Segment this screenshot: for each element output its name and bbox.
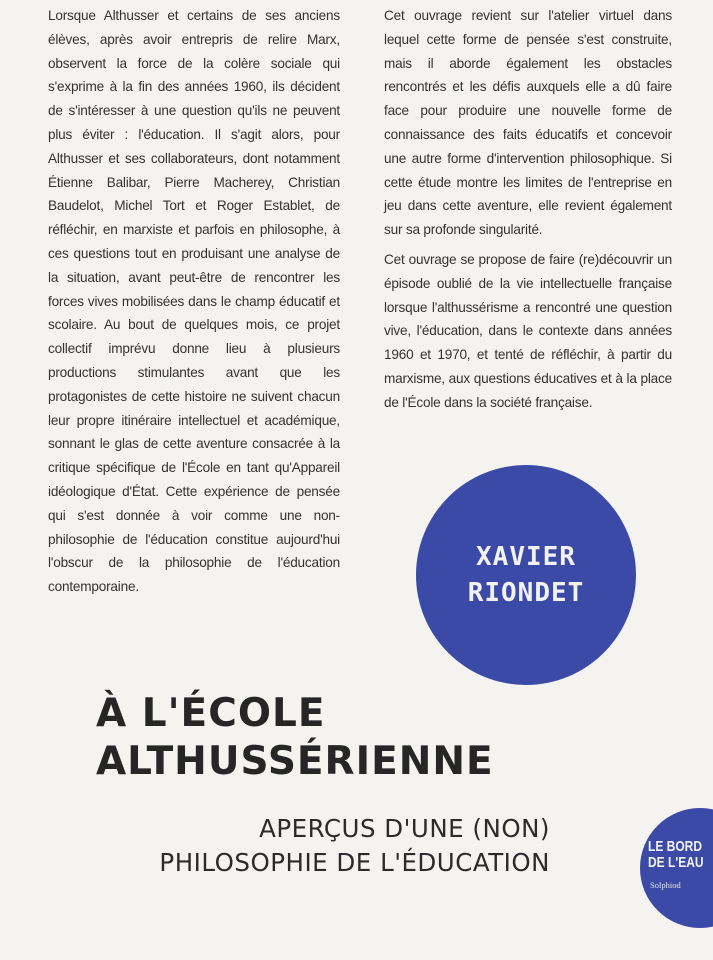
publisher-name-line-1: LE BORD <box>648 838 702 855</box>
book-subtitle-line-2: PHILOSOPHIE DE L'ÉDUCATION <box>159 848 550 877</box>
back-cover-right-column <box>384 4 672 421</box>
blurb-paragraph: Lorsque Althusser et certains de ses anciens élèves, après avoir entrepris de relire Marx, observent la force de la colère sociale qui s'exprime à la fin des années 1960, ils décident de s'intéresser à une question qu'ils ne peuvent plus éviter : l'éducation. Il s'agit alors, pour Althusser et ses collaborateurs, dont notamment Étienne Balibar, Pierre Macherey, Christian Baudelot, Michel Tort et Roger Establet, de réfléchir, en marxiste et parfois en philosophe, à ces questions tout en produisant une analyse de la situation, avant peut-être de rencontrer les forces vives mobilisées dans le champ éducatif et scolaire. Au bout de quelques mois, ce projet collectif imprévu donne lieu à plusieurs productions stimulantes avant que les protagonistes de cette histoire ne suivent chacun leur propre itinéraire intellectuel et académique, sonnant le glas de cette aventure consacrée à la critique spécifique de l'École en tant qu'Appareil idéologique d'État. Cette expérience de pensée qui s'est donnée à voir comme une non-philosophie de l'éducation constitue aujourd'hui l'obscur de la philosophie de l'éducation contemporaine. <box>48 8 340 595</box>
publisher-imprint: Solphiod <box>650 880 681 890</box>
book-title-line-1: À L'ÉCOLE <box>96 691 326 736</box>
author-last-name: RIONDET <box>467 578 585 608</box>
back-cover-left-column <box>48 4 340 605</box>
blurb-paragraph: Cet ouvrage revient sur l'atelier virtuel dans lequel cette forme de pensée s'est construite, mais il aborde également les obstacles rencontrés et les défis auxquels elle a dû faire face pour produire une nouvelle forme de connaissance des faits éducatifs et concevoir une autre forme d'intervention philosophique. Si cette étude montre les limites de l'entreprise en jeu dans cette aventure, elle revient également sur sa profonde singularité. <box>384 8 672 238</box>
publisher-logo <box>640 808 713 928</box>
publisher-name-line-2: DE L'EAU <box>648 854 704 871</box>
author-badge <box>416 465 636 685</box>
book-title <box>96 690 494 786</box>
blurb-paragraph: Cet ouvrage se propose de faire (re)découvrir un épisode oublié de la vie intellectuelle française lorsque l'althussérisme a rencontré une question vive, l'éducation, dans le contexte dans années 1960 et 1970, et tenté de réfléchir, à partir du marxisme, aux questions éducatives et à la place de l'École dans la société française. <box>384 251 672 410</box>
author-first-name: XAVIER <box>476 542 576 572</box>
book-title-line-2: ALTHUSSÉRIENNE <box>96 739 494 784</box>
book-subtitle-line-1: APERÇUS D'UNE (NON) <box>259 814 550 843</box>
book-subtitle <box>159 812 550 880</box>
